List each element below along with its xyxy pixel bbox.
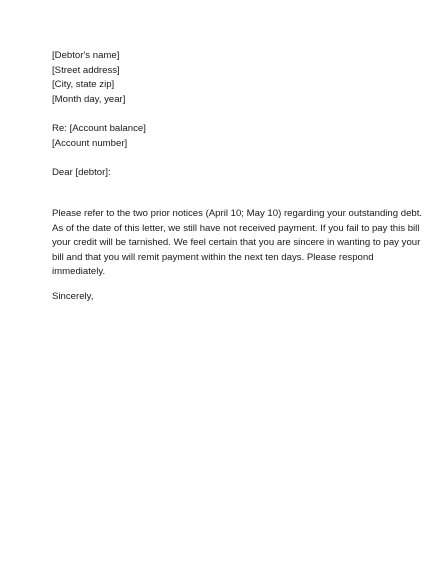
body-line: immediately. <box>52 266 106 277</box>
body-line: As of the date of this letter, we still have not received payment. If you fail to pay this bill <box>52 222 420 234</box>
address-line-city: [City, state zip] <box>52 79 115 90</box>
address-line-name: [Debtor's name] <box>52 50 120 61</box>
body-line: your credit will be tarnished. We feel certain that you are sincere in wanting to pay your <box>52 237 421 248</box>
body-line: bill and that you will remit payment within the next ten days. Please respond <box>52 251 374 263</box>
body-line: Please refer to the two prior notices (April 10; May 10) regarding your outstanding debt. <box>52 208 423 219</box>
re-line-balance: Re: [Account balance] <box>52 123 146 134</box>
address-line-street: [Street address] <box>52 64 120 76</box>
closing <box>52 290 93 305</box>
recipient-address-block <box>52 49 125 107</box>
closing-text: Sincerely, <box>52 291 94 302</box>
reference-block <box>52 122 146 151</box>
re-line-account: [Account number] <box>52 137 128 149</box>
letter-body <box>52 207 422 280</box>
address-line-date: [Month day, year] <box>52 93 126 105</box>
salutation <box>52 166 111 181</box>
salutation-text: Dear [debtor]: <box>52 167 111 178</box>
